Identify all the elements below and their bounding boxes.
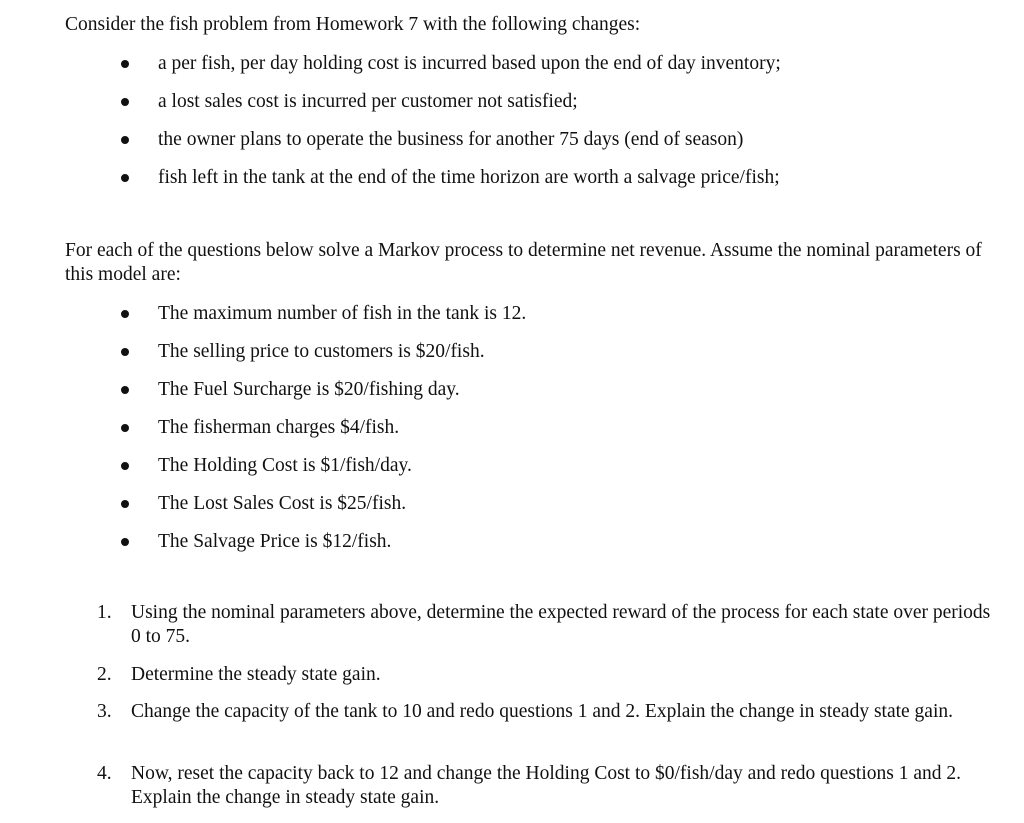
list-item xyxy=(0,700,1024,762)
list-item xyxy=(0,416,1024,454)
parameter-text: The Fuel Surcharge is $20/fishing day. xyxy=(158,379,460,400)
question-text: Now, reset the capacity back to 12 and change the Holding Cost to $0/fish/day and redo questions 1 and 2. Explain the change in steady state gain. xyxy=(131,763,961,808)
list-item xyxy=(0,492,1024,530)
list-item xyxy=(0,378,1024,416)
list-item xyxy=(0,90,1024,128)
parameter-text: The maximum number of fish in the tank is 12. xyxy=(158,303,527,324)
parameters-list xyxy=(0,302,1024,568)
list-item xyxy=(0,663,1024,700)
bullet-icon xyxy=(121,136,129,144)
question-number: 2. xyxy=(97,664,112,685)
question-text: Using the nominal parameters above, determine the expected reward of the process for each state over periods 0 to 75. xyxy=(131,602,991,647)
parameter-text: The Holding Cost is $1/fish/day. xyxy=(158,455,412,476)
bullet-icon xyxy=(121,538,129,546)
change-text: the owner plans to operate the business for another 75 days (end of season) xyxy=(158,129,744,150)
parameter-text: The fisherman charges $4/fish. xyxy=(158,417,400,438)
bullet-icon xyxy=(121,424,129,432)
questions-list xyxy=(0,601,1024,812)
question-text: Change the capacity of the tank to 10 and redo questions 1 and 2. Explain the change in steady state gain. xyxy=(131,701,954,722)
changes-list xyxy=(0,52,1024,204)
change-text: a lost sales cost is incurred per customer not satisfied; xyxy=(158,91,578,112)
intro-text: Consider the fish problem from Homework 7 with the following changes: xyxy=(65,14,641,35)
list-item xyxy=(0,601,1024,663)
list-item xyxy=(0,454,1024,492)
parameter-text: The Lost Sales Cost is $25/fish. xyxy=(158,493,407,514)
question-number: 1. xyxy=(97,602,112,623)
bullet-icon xyxy=(121,174,129,182)
bullet-icon xyxy=(121,500,129,508)
bullet-icon xyxy=(121,462,129,470)
list-item xyxy=(0,530,1024,568)
list-item xyxy=(0,128,1024,166)
bullet-icon xyxy=(121,98,129,106)
list-item xyxy=(0,762,1024,812)
parameter-text: The selling price to customers is $20/fish. xyxy=(158,341,485,362)
parameter-text: The Salvage Price is $12/fish. xyxy=(158,531,392,552)
bullet-icon xyxy=(121,60,129,68)
question-number: 4. xyxy=(97,763,112,784)
list-item xyxy=(0,302,1024,340)
list-item xyxy=(0,52,1024,90)
list-item xyxy=(0,166,1024,204)
bullet-icon xyxy=(121,348,129,356)
change-text: fish left in the tank at the end of the time horizon are worth a salvage price/fish; xyxy=(158,167,780,188)
change-text: a per fish, per day holding cost is incurred based upon the end of day inventory; xyxy=(158,53,781,74)
instructions-paragraph: For each of the questions below solve a Markov process to determine net revenue. Assume the nominal parameters of this model are: xyxy=(65,240,982,285)
bullet-icon xyxy=(121,386,129,394)
question-text: Determine the steady state gain. xyxy=(131,664,381,685)
list-item xyxy=(0,340,1024,378)
question-number: 3. xyxy=(97,701,112,722)
bullet-icon xyxy=(121,310,129,318)
